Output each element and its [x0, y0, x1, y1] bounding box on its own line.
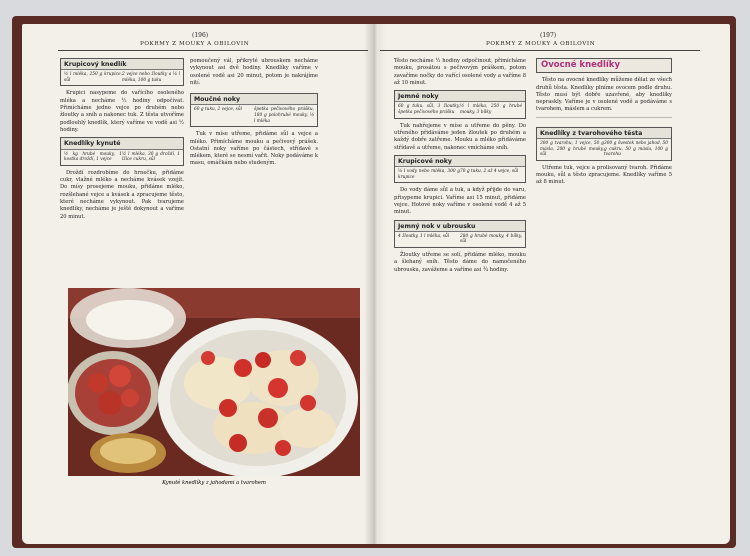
- recipe-text: Droždí rozdrobíme do hrnečku, přidáme cukr, vlažné mléko a necháme kvásek vzejít. Do mísy prosejeme mouku, přidáme mléko, rozšlehané vejce a kvásek a zpracujeme těsto, které necháme vykynout. Pak tvarujeme knedlíky, necháme je ještě dokynout a vaříme 20 minut.: [60, 169, 184, 220]
- food-photo-illustration: [68, 288, 360, 476]
- ingredients-right: 70 g tuku, 2 až 4 vejce, sůl: [460, 169, 519, 175]
- page-number: (196): [192, 32, 209, 39]
- continued-text: pomoučený vál, přikryté ubrouskem necháme vykynout asi dvě hodiny. Knedlíky vaříme v osolené vodě asi 20 minut, potom je nakrájíme nití.: [190, 58, 318, 86]
- right-page: [374, 24, 730, 544]
- ingredients: [537, 139, 671, 160]
- recipe-title: Moučné noky: [191, 94, 317, 105]
- food-photo: [68, 288, 360, 476]
- header-rule: [380, 50, 700, 51]
- recipe-text: Tuk nahřejeme v míse a utřeme do pěny. Do utřeného přidáváme jeden žloutek po druhém a každý dobře zatřeme. Mouku a mléko přidáváme střídavě a utřeme, nakonec vmícháme sníh.: [394, 122, 526, 151]
- continued-text: Těsto necháme ½ hodiny odpočinout, přimícháme mouku, prosátou s pečivovým práškem, potom zavaříme nočky do vařící osolené vody a vaříme 8 až 10 minut.: [394, 58, 526, 86]
- ingredients-right: 300 g švestek nebo jahod, 50 g cukru, 50 g másla, 100 g tvarohu: [604, 141, 668, 158]
- page-number: (197): [540, 32, 557, 39]
- recipe-box-krupicovy: [60, 58, 184, 86]
- recipe-title: Krupicový knedlík: [61, 59, 183, 70]
- left-column-2: [190, 58, 318, 171]
- recipe-text: Krupici nasypeme do vařícího osoleného mléka a necháme ½ hodiny odpočívat. Přimícháme jedno vejce po druhém nebo žloutky a sníh a nakonec tuk. Z těsta utvoříme podlouhlý knedlík, který vaříme ve vodě asi ½ hodiny.: [60, 90, 184, 133]
- recipe-box-jemne-noky: [394, 90, 526, 118]
- ingredients: [395, 232, 525, 247]
- ingredients-right: 2 vejce nebo žloutky a ¼ l mléka, 100 g tuku: [122, 72, 180, 83]
- text-lines: [536, 117, 672, 121]
- right-column-2: [536, 58, 672, 190]
- right-column-1: [394, 58, 526, 277]
- recipe-text: Tuk v míse utřeme, přidáme sůl a vejce a mléko. Přimícháme mouku a pečivový prášek. Ostatní noky vaříme po částech, střídavě s mlékem, které se nesmí vařit. Noky podáváme k masu, omáčkám nebo studeným.: [190, 131, 318, 167]
- recipe-title: Jemný nok v ubrousku: [395, 221, 525, 232]
- recipe-title: Krupicové noky: [395, 156, 525, 167]
- recipe-box-tvarohove: [536, 127, 672, 161]
- ingredients: [61, 150, 183, 165]
- running-head: POKRMY Z MOUKY A OBILOVIN: [486, 41, 596, 47]
- ingredients-right: ½ l mléka, 30 g droždí, 1 lžíce cukru, sůl: [122, 151, 180, 163]
- recipe-text: Žloutky utřeme se solí, přidáme mléko, mouku a šlehaný sníh. Těsto dáme do namočeného ubrousku, zavážeme a vaříme asi ¾ hodiny.: [394, 252, 526, 273]
- recipe-title: Knedlíky kynuté: [61, 138, 183, 149]
- recipe-text: Utřeme tuk, vejce a prolisovaný tvaroh. Přidáme mouku, sůl a těsto zpracujeme. Knedlíky vaříme 5 až 8 minut.: [536, 164, 672, 186]
- ingredients-left: ½ kg hrubé mouky, 1 kostka droždí, 1 vejce: [64, 151, 122, 163]
- recipe-title: Jemné noky: [395, 91, 525, 102]
- recipe-title-highlight: Ovocné knedlíky: [536, 58, 672, 73]
- recipe-text: Těsto na ovocné knedlíky můžeme dělat ze všech druhů těsta. Knedlíky plníme ovocem podle druhu. Těsto musí být dobře uzavřené, aby knedlíky nepraskly. Vaříme je v osolené vodě a podáváme s tvarohem, máslem a cukrem.: [536, 77, 672, 113]
- ingredients: [395, 102, 525, 117]
- ingredients: [61, 70, 183, 85]
- ingredients: [191, 105, 317, 126]
- recipe-title: Knedlíky z tvarohového těsta: [537, 128, 671, 139]
- running-head: POKRMY Z MOUKY A OBILOVIN: [140, 41, 250, 47]
- ingredients: [395, 167, 525, 182]
- ingredients-left: 60 g tuku, 2 vejce, sůl: [194, 107, 242, 113]
- ingredients-left: ¼ l vody nebo mléka, 300 g krupice: [398, 169, 460, 180]
- ingredients-right: 280 g hrubé mouky, 4 bílky, sůl: [460, 233, 522, 245]
- left-column-1: [60, 58, 184, 224]
- recipe-box-moucne: [190, 93, 318, 127]
- ingredients-left: 300 g tvarohu, 1 vejce, 50 g másla, 200 g hrubé mouky, sůl: [540, 141, 604, 158]
- recipe-box-kynute: [60, 137, 184, 165]
- photo-caption: Kynuté knedlíky z jahodami a tvarohem: [162, 480, 266, 486]
- ingredients-left: ½ l mléka, 250 g krupice, sůl: [64, 72, 122, 83]
- ingredients-right: ½ l mléka, 250 g hrubé mouky, 3 bílky: [460, 104, 522, 116]
- ingredients-left: 60 g tuku, sůl, 3 žloutky, špetka pečivového prášku: [398, 104, 460, 116]
- recipe-box-krupicove-noky: [394, 155, 526, 183]
- ingredients-left: 4 žloutky, 1 l mléka, sůl: [398, 233, 450, 239]
- header-rule: [58, 50, 368, 51]
- recipe-box-jemny-nok: [394, 220, 526, 248]
- recipe-text: Do vody dáme sůl a tuk, a když přijde do varu, přisypeme krupici. Vaříme asi 15 minut, přidáme vejce. Hotové noky vaříme v osolené vodě 4 až 5 minut.: [394, 187, 526, 216]
- ingredients-right: špetka pečivového prášku, 180 g polohrubé mouky, ⅛ l mléka: [254, 107, 314, 124]
